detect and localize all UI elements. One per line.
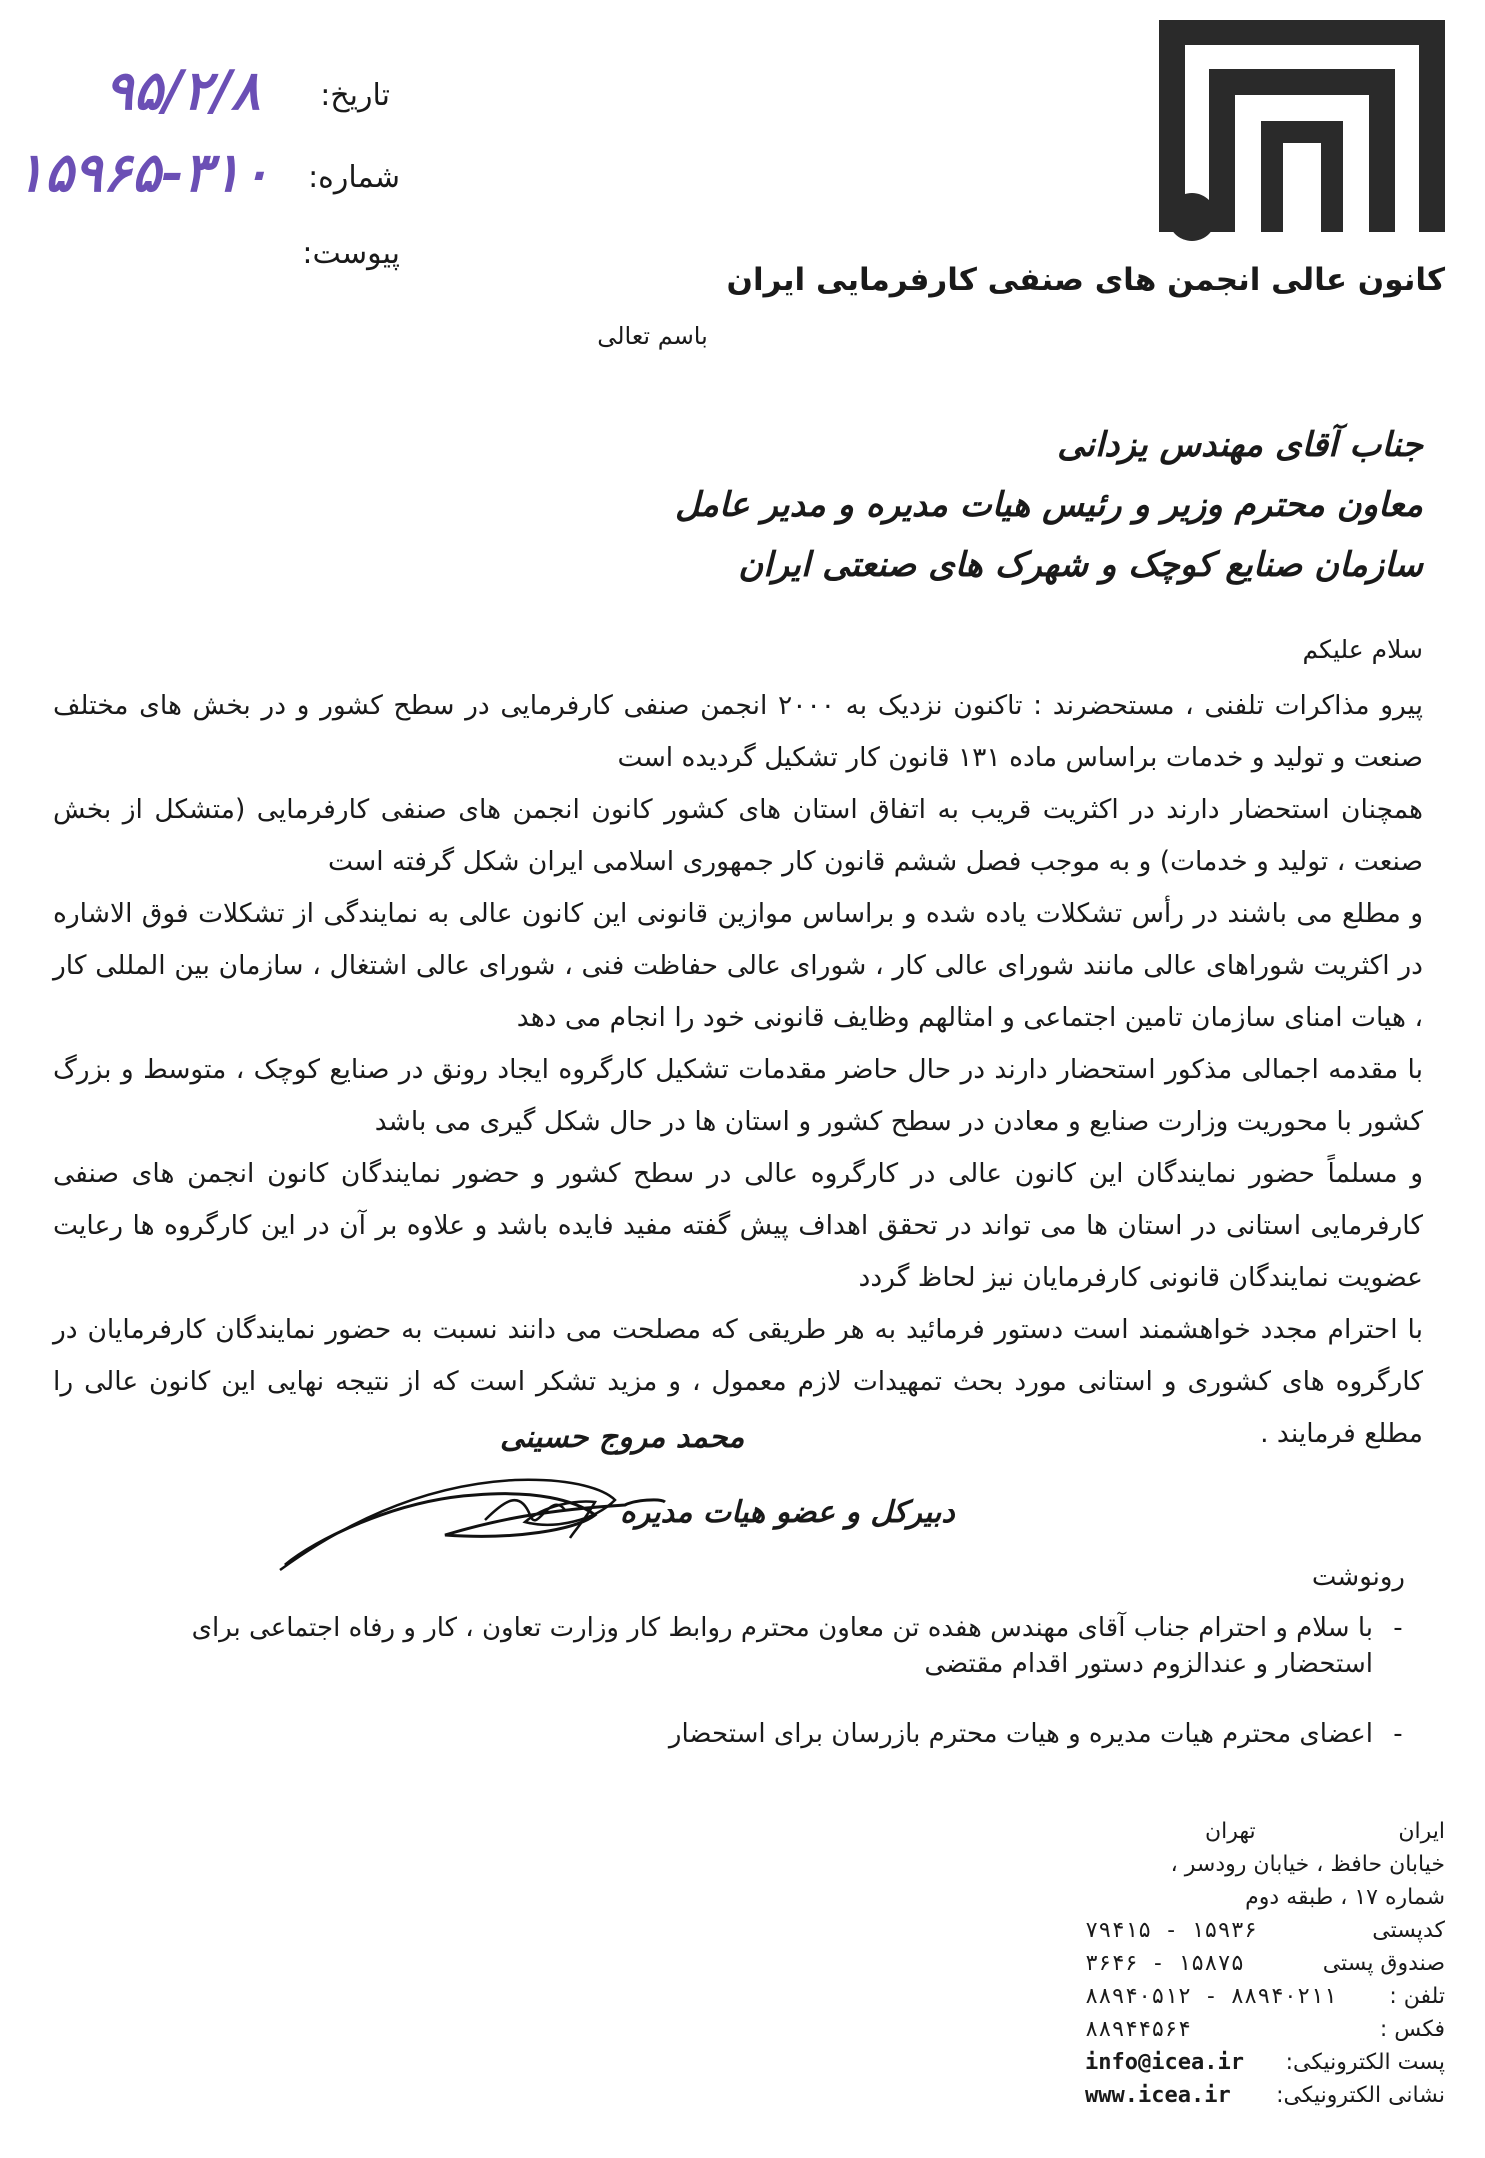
footer-building: شماره ۱۷ ، طبقه دوم [1245,1885,1445,1910]
date-handwritten-value: ۹۵/۲/۸ [104,58,260,122]
footer-postal-row [1085,1914,1445,1947]
organization-logo-icon [1152,12,1452,252]
footer-email-label: پست الکترونیکی: [1285,2050,1445,2075]
footer-pobox: ۱۵۸۷۵ - ۳۶۴۶ [1085,1951,1244,1976]
cc-dash: - [1393,1613,1403,1643]
addressee-line: سازمان صنایع کوچک و شهرک های صنعتی ایران [738,545,1423,585]
footer-pobox-row [1085,1947,1445,1980]
cc-item [63,1716,1423,1752]
cc-item [63,1610,1423,1682]
number-label: شماره: [308,160,400,195]
footer-address-block [1085,1815,1445,2112]
attachment-label: پیوست: [302,236,400,271]
body-paragraph: و مطلع می باشند در رأس تشکلات یاده شده و براساس موازین قانونی این کانون عالی به نمایندگی از تشکلات فوق الاشاره در اکثریت شوراهای عالی مانند شورای عالی کار ، شورای عالی حفاظت فنی ، شورای عالی اشتغال ، سازمان بین المللی کار ، هیات امنای سازمان تامین اجتماعی و امثالهم وظایف قانونی خود را انجام می دهد [53,898,1423,1033]
body-paragraph: پیرو مذاکرات تلفنی ، مستحضرند : تاکنون نزدیک به ۲۰۰۰ انجمن صنفی کارفرمایی در سطح کشور و در بخش های مختلف صنعت و تولید و خدمات براساس ماده ۱۳۱ قانون کار تشکیل گردیده است [53,690,1424,773]
footer-web-label: نشانی الکترونیکی: [1276,2083,1445,2108]
footer-phone: ۸۸۹۴۰۲۱۱ - ۸۸۹۴۰۵۱۲ [1085,1984,1337,2009]
addressee-line: جناب آقای مهندس یزدانی [1057,425,1423,465]
body-paragraph: و مسلماً حضور نمایندگان این کانون عالی در کارگروه عالی در سطح کشور و حضور نمایندگان کانون انجمن های صنفی کارفرمایی استانی در استان ها می تواند در تحقق اهداف پیش گفته مفید فایده باشد و علاوه بر آن در این کارگروه ها رعایت عضویت نمایندگان قانونی کارفرمایان نیز لحاظ گردد [53,1158,1423,1293]
footer-location-row [1085,1815,1445,1848]
cc-item-text: با سلام و احترام جناب آقای مهندس هفده تن معاون محترم روابط کار وزارت تعاون ، کار و رفاه اجتماعی برای استحضار و عندالزوم دستور اقدام مقتضی [191,1613,1373,1679]
body-paragraph: با مقدمه اجمالی مذکور استحضار دارند در حال حاضر مقدمات تشکیل کارگروه ایجاد رونق در صنایع کوچک ، متوسط و بزرگ کشور با محوریت وزارت صنایع و معادن در سطح کشور و استان ها در حال شکل گیری می باشد [53,1054,1423,1137]
footer-fax: ۸۸۹۴۴۵۶۴ [1085,2017,1191,2042]
footer-city: تهران [1205,1819,1256,1844]
footer-fax-label: فکس : [1379,2017,1445,2042]
footer-postal-code: ۱۵۹۳۶ - ۷۹۴۱۵ [1085,1918,1258,1943]
signatory-name: محمد مروج حسینی [500,1420,745,1455]
footer-street: خیابان حافظ ، خیابان رودسر ، [1170,1852,1445,1877]
footer-fax-row [1085,2013,1445,2046]
addressee-line: معاون محترم وزیر و رئیس هیات مدیره و مدیر عامل [674,485,1423,525]
footer-phone-row [1085,1980,1445,2013]
footer-country: ایران [1398,1819,1445,1844]
addressee-block [423,415,1423,595]
number-handwritten-value: ۱۵۹۶۵-۳۱۰ [15,140,270,204]
footer-email-row [1085,2046,1445,2079]
cc-item-text: اعضای محترم هیات مدیره و هیات محترم بازرسان برای استحضار [668,1719,1373,1749]
letter-body [53,680,1423,1460]
footer-web-row [1085,2079,1445,2112]
greeting: سلام علیکم [1302,635,1423,664]
organization-name: کانون عالی انجمن های صنفی کارفرمایی ایران [726,262,1445,298]
invocation: باسم تعالی [597,322,708,350]
footer-email[interactable]: info@icea.ir [1085,2050,1244,2075]
cc-list [63,1610,1423,1786]
date-label: تاریخ: [320,78,390,113]
handwritten-signature-icon [275,1460,675,1580]
cc-title: رونوشت [1311,1562,1405,1592]
signatory-title: دبیرکل و عضو هیات مدیره [620,1495,955,1530]
footer-phone-label: تلفن : [1389,1984,1445,2009]
cc-dash: - [1393,1719,1403,1749]
body-paragraph: با احترام مجدد خواهشمند است دستور فرمائید به هر طریقی که مصلحت می دانند نسبت به حضور نمایندگان کارفرمایان در کارگروه های کشوری و استانی مورد بحث تمهیدات لازم معمول ، و مزید تشکر است که از نتیجه نهایی این کانون عالی را مطلع فرمایند . [53,1314,1423,1449]
body-paragraph: همچنان استحضار دارند در اکثریت قریب به اتفاق استان های کشور کانون انجمن های صنفی کارفرمایی (متشکل از بخش صنعت ، تولید و خدمات) و به موجب فصل ششم قانون کار جمهوری اسلامی ایران شکل گرفته است [53,794,1423,877]
footer-pobox-label: صندوق پستی [1322,1951,1445,1976]
footer-website[interactable]: www.icea.ir [1085,2083,1231,2108]
footer-postal-label: کدپستی [1372,1918,1445,1943]
